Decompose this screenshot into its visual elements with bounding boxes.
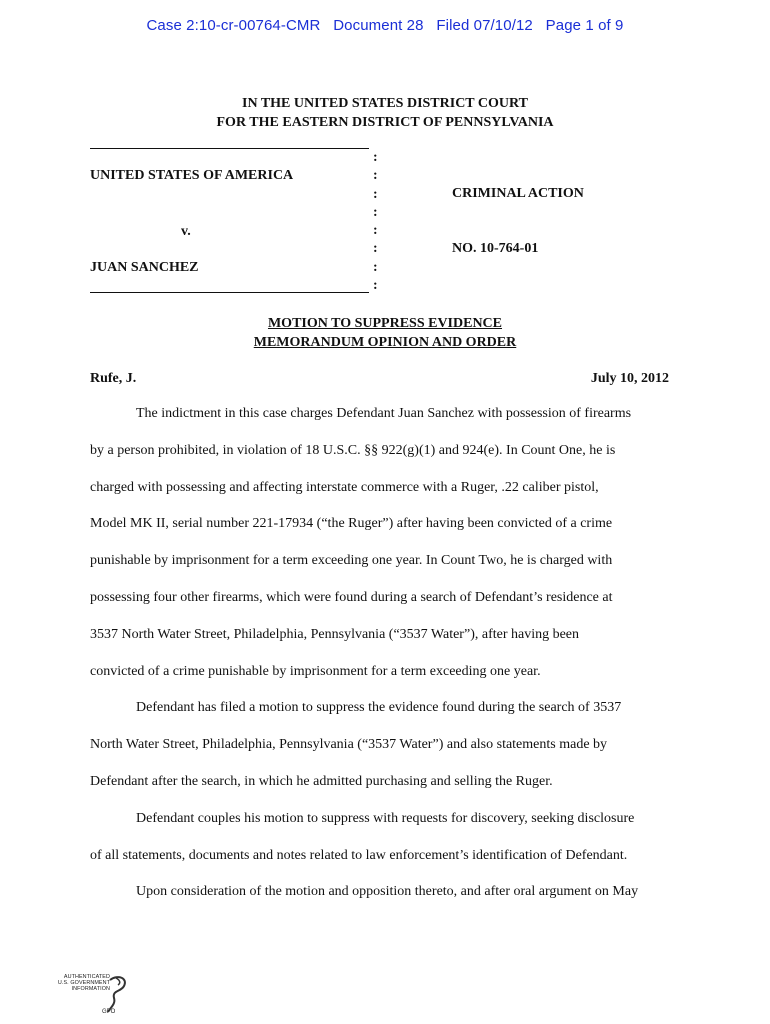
document-number: Document 28 bbox=[333, 17, 424, 34]
title-line-2: MEMORANDUM OPINION AND ORDER bbox=[253, 335, 517, 350]
filed-date: Filed 07/10/12 bbox=[436, 17, 533, 34]
title-line-1: MOTION TO SUPPRESS EVIDENCE bbox=[267, 316, 503, 331]
body-line: The indictment in this case charges Defendant Juan Sanchez with possession of firearms bbox=[136, 406, 632, 421]
body-line: Defendant has filed a motion to suppress the evidence found during the search of 3537 bbox=[136, 700, 622, 716]
body-line: possessing four other firearms, which were found during a search of Defendant’s residence at bbox=[90, 589, 613, 605]
caption-colon: : bbox=[373, 223, 378, 239]
gpo-authentication-logo bbox=[44, 974, 134, 1019]
body-line: 3537 North Water Street, Philadelphia, Pennsylvania (“3537 Water”), after having been bbox=[90, 626, 580, 642]
eagle-icon bbox=[106, 974, 130, 1014]
gpo-logo-text: AUTHENTICATED U.S. GOVERNMENT INFORMATION bbox=[57, 974, 110, 993]
body-line: by a person prohibited, in violation of 18 U.S.C. §§ 922(g)(1) and 924(e). In Count One, he is bbox=[90, 442, 616, 458]
caption-colon-column bbox=[373, 149, 378, 295]
gpo-mark: GPO bbox=[102, 1009, 116, 1015]
opinion-body bbox=[90, 396, 680, 911]
plaintiff-name: UNITED STATES OF AMERICA bbox=[90, 168, 294, 183]
caption-colon: : bbox=[373, 204, 378, 220]
defendant-name: JUAN SANCHEZ bbox=[90, 260, 199, 275]
court-line-2: FOR THE EASTERN DISTRICT OF PENNSYLVANIA bbox=[216, 115, 554, 130]
body-line: Upon consideration of the motion and opposition thereto, and after oral argument on May bbox=[136, 884, 639, 900]
body-line: North Water Street, Philadelphia, Pennsylvania (“3537 Water”) and also statements made by bbox=[90, 737, 608, 753]
caption-colon: : bbox=[373, 278, 378, 294]
caption-colon: : bbox=[373, 150, 378, 165]
body-line: punishable by imprisonment for a term exceeding one year. In Count Two, he is charged with bbox=[90, 553, 613, 569]
page-indicator: Page 1 of 9 bbox=[545, 17, 624, 34]
caption-bottom-rule bbox=[90, 292, 369, 293]
document-title bbox=[0, 314, 770, 352]
body-line: Model MK II, serial number 221-17934 (“the Ruger”) after having been convicted of a crime bbox=[90, 516, 613, 532]
judge-name: Rufe, J. bbox=[90, 371, 137, 386]
body-line: Defendant after the search, in which he admitted purchasing and selling the Ruger. bbox=[90, 773, 553, 789]
filing-header bbox=[0, 17, 770, 34]
body-line: convicted of a crime punishable by imprisonment for a term exceeding one year. bbox=[90, 663, 541, 679]
case-docket-number: NO. 10-764-01 bbox=[452, 241, 539, 256]
caption-colon: : bbox=[373, 168, 378, 184]
caption-colon: : bbox=[373, 241, 378, 257]
opinion-date: July 10, 2012 bbox=[590, 371, 669, 386]
body-line: Defendant couples his motion to suppress with requests for discovery, seeking disclosure bbox=[136, 810, 635, 826]
caption-colon: : bbox=[373, 186, 378, 202]
caption-top-rule bbox=[90, 148, 369, 149]
body-line: charged with possessing and affecting interstate commerce with a Ruger, .22 caliber pistol, bbox=[90, 479, 599, 495]
versus-label: v. bbox=[181, 224, 191, 239]
case-number: Case 2:10-cr-00764-CMR bbox=[146, 17, 321, 34]
body-line: of all statements, documents and notes related to law enforcement’s identification of Defendant. bbox=[90, 847, 628, 863]
court-line-1: IN THE UNITED STATES DISTRICT COURT bbox=[242, 96, 528, 111]
caption-colon: : bbox=[373, 259, 378, 275]
court-heading bbox=[0, 94, 770, 132]
criminal-action-label: CRIMINAL ACTION bbox=[452, 186, 584, 201]
